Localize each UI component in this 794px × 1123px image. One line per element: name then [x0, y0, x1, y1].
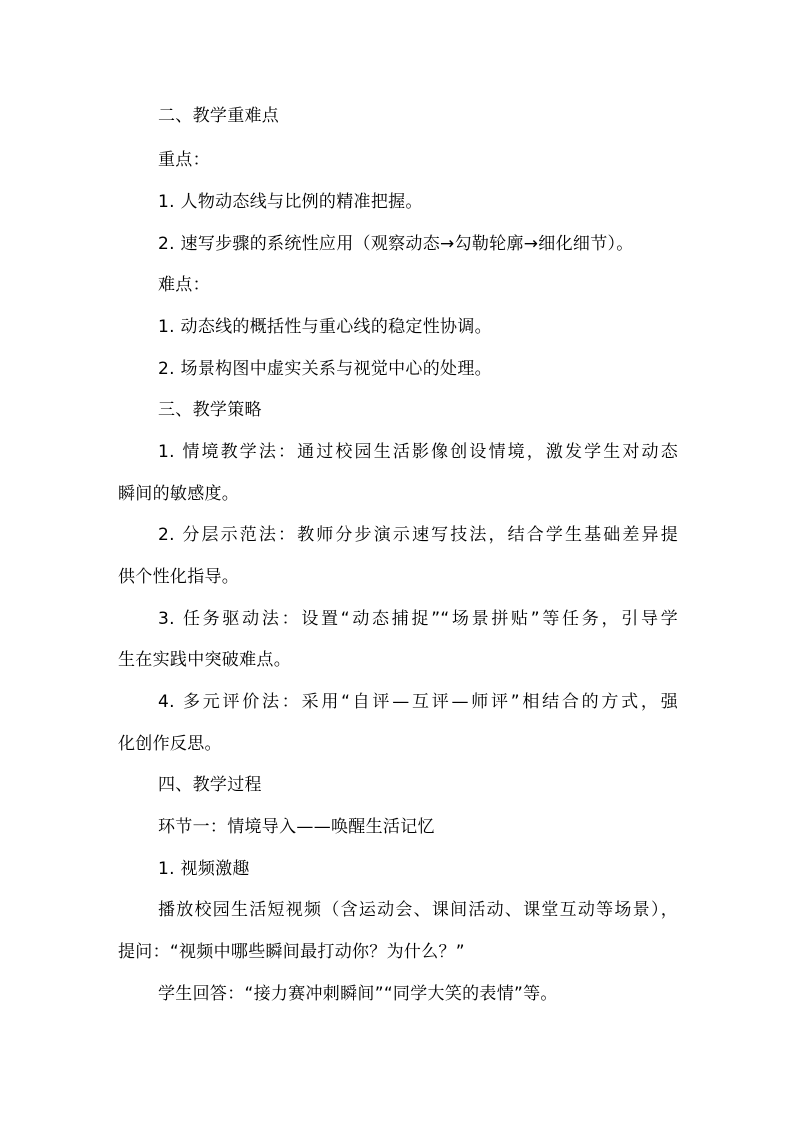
subheading-difficulty: 难点：	[158, 275, 210, 295]
strategy-item-2-line-1: 2. 分层示范法：教师分步演示速写技法，结合学生基础差异提	[158, 525, 678, 545]
difficulty-item-2: 2. 场景构图中虚实关系与视觉中心的处理。	[158, 359, 492, 379]
stage-one-heading: 环节一：情境导入——唤醒生活记忆	[158, 817, 435, 837]
strategy-item-1-line-1: 1. 情境教学法：通过校园生活影像创设情境，激发学生对动态	[158, 442, 678, 462]
strategy-item-4-line-2: 化创作反思。	[118, 734, 222, 754]
strategy-item-3-line-1: 3. 任务驱动法：设置“动态捕捉”“场景拼贴”等任务，引导学	[158, 609, 678, 629]
strategy-item-1-line-2: 瞬间的敏感度。	[118, 484, 240, 504]
focus-item-1: 1. 人物动态线与比例的精准把握。	[158, 192, 423, 212]
student-answer: 学生回答：“接力赛冲刺瞬间”“同学大笑的表情”等。	[158, 984, 558, 1004]
section-heading-key-points: 二、教学重难点	[158, 106, 280, 126]
video-description-line-1: 播放校园生活短视频（含运动会、课间活动、课堂互动等场景），	[158, 900, 678, 920]
strategy-item-4-line-1: 4. 多元评价法：采用“自评—互评—师评”相结合的方式，强	[158, 692, 678, 712]
strategy-item-3-line-2: 生在实践中突破难点。	[118, 650, 291, 670]
difficulty-item-1: 1. 动态线的概括性与重心线的稳定性协调。	[158, 317, 492, 337]
video-description-line-2: 提问：“视频中哪些瞬间最打动你？为什么？”	[118, 942, 465, 962]
subheading-focus: 重点：	[158, 150, 210, 170]
section-heading-process: 四、教学过程	[158, 775, 262, 795]
section-heading-strategy: 三、教学策略	[158, 400, 262, 420]
stage-one-step-1: 1. 视频激趣	[158, 859, 250, 879]
focus-item-2: 2. 速写步骤的系统性应用（观察动态→勾勒轮廓→细化细节）。	[158, 234, 634, 254]
strategy-item-2-line-2: 供个性化指导。	[118, 567, 240, 587]
